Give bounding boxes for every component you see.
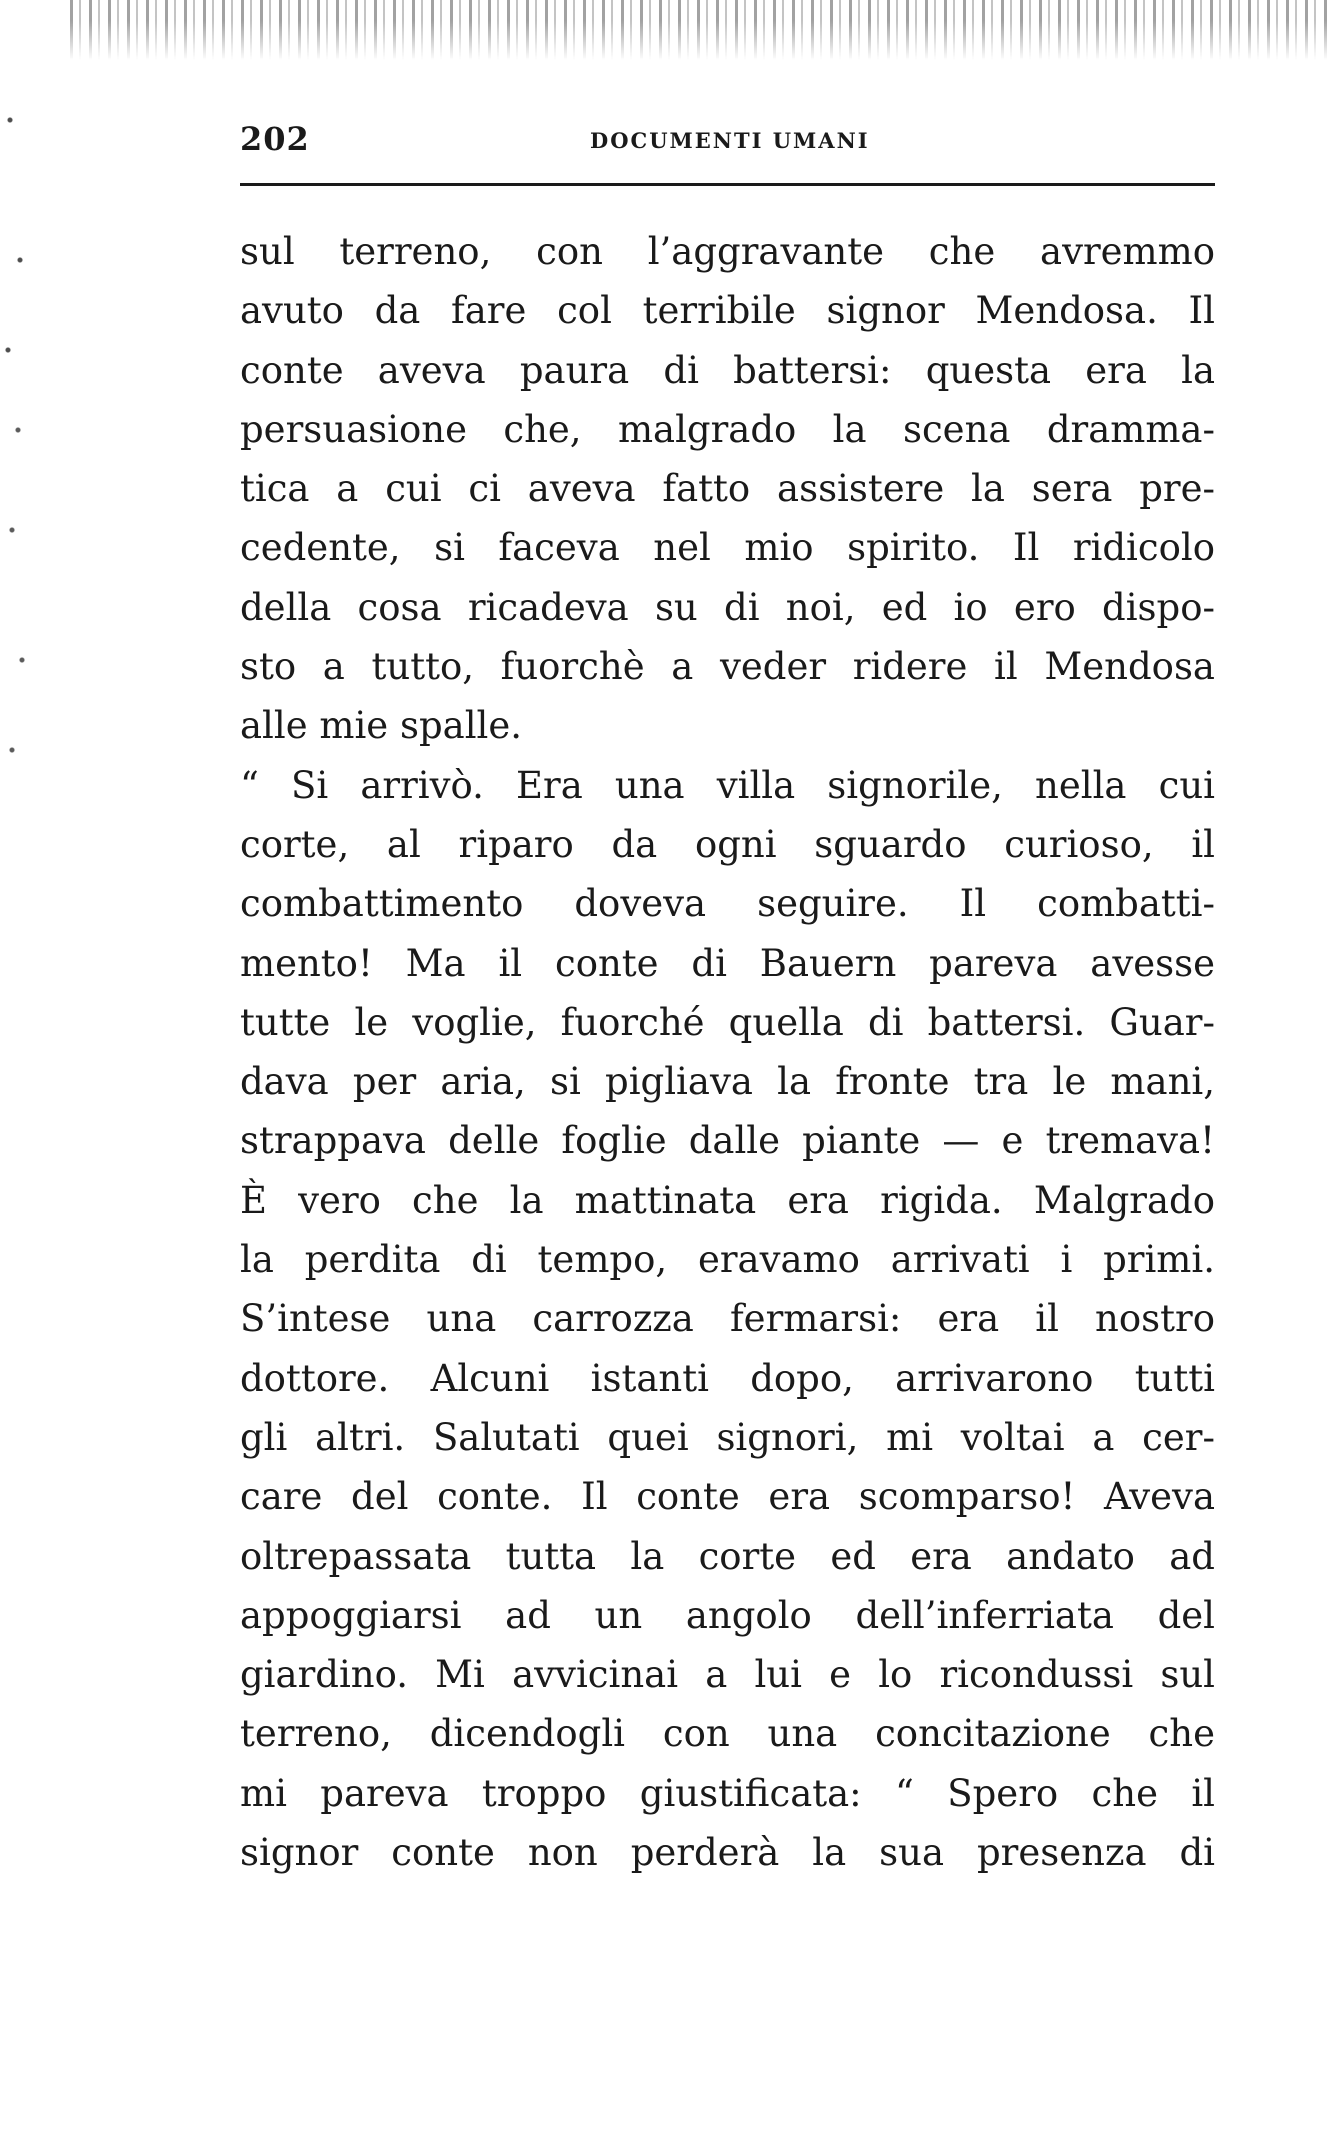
- text-line: corte, al riparo da ogni sguardo curioso, il: [240, 822, 1215, 866]
- text-line: mento! Ma il conte di Bauern pareva avesse: [240, 941, 1215, 985]
- text-line: conte aveva paura di battersi: questa era la: [240, 348, 1215, 392]
- page-number: 202: [240, 120, 310, 158]
- text-line: avuto da fare col terribile signor Mendosa. Il: [240, 289, 1215, 333]
- text-line: oltrepassata tutta la corte ed era andato ad: [240, 1534, 1215, 1578]
- scan-margin-specks: [0, 100, 60, 800]
- text-line: sul terreno, con l’aggravante che avremmo: [240, 230, 1215, 273]
- text-line: della cosa ricadeva su di noi, ed io ero dispo-: [240, 585, 1215, 629]
- text-line: terreno, dicendogli con una concitazione che: [240, 1712, 1215, 1756]
- text-line: S’intese una carrozza fermarsi: era il nostro: [240, 1297, 1215, 1341]
- text-line: dottore. Alcuni istanti dopo, arrivarono tutti: [240, 1356, 1215, 1400]
- running-head: DOCUMENTI UMANI: [590, 128, 870, 153]
- text-line: giardino. Mi avvicinai a lui e lo ricondussi sul: [240, 1653, 1215, 1697]
- text-line: appoggiarsi ad un angolo dell’inferriata del: [240, 1593, 1215, 1637]
- text-line: signor conte non perderà la sua presenza di: [240, 1831, 1215, 1875]
- text-line: gli altri. Salutati quei signori, mi voltai a cer-: [240, 1415, 1215, 1459]
- text-line: strappava delle foglie dalle piante — e tremava!: [240, 1119, 1215, 1163]
- text-line: sto a tutto, fuorchè a veder ridere il Mendosa: [240, 645, 1215, 689]
- text-line: mi pareva troppo giustificata: “ Spero che il: [240, 1771, 1215, 1815]
- text-line: la perdita di tempo, eravamo arrivati i primi.: [240, 1238, 1215, 1282]
- text-line: “ Si arrivò. Era una villa signorile, nella cui: [240, 763, 1215, 807]
- text-line: combattimento doveva seguire. Il combatti-: [240, 882, 1215, 926]
- body-text: [240, 222, 1215, 1882]
- text-line: alle mie spalle.: [240, 704, 523, 748]
- text-line: tica a cui ci aveva fatto assistere la sera pre-: [240, 467, 1215, 511]
- text-line: tutte le voglie, fuorché quella di battersi. Guar-: [240, 1000, 1215, 1044]
- scan-edge-noise: [70, 0, 1331, 60]
- text-line: cedente, si faceva nel mio spirito. Il ridicolo: [240, 526, 1215, 570]
- page-header: [240, 120, 1215, 160]
- text-line: dava per aria, si pigliava la fronte tra le mani,: [240, 1060, 1215, 1104]
- text-line: persuasione che, malgrado la scena dramma-: [240, 407, 1215, 451]
- text-line: È vero che la mattinata era rigida. Malgrado: [240, 1178, 1215, 1222]
- text-line: care del conte. Il conte era scomparso! Aveva: [240, 1475, 1215, 1519]
- header-rule: [240, 183, 1215, 186]
